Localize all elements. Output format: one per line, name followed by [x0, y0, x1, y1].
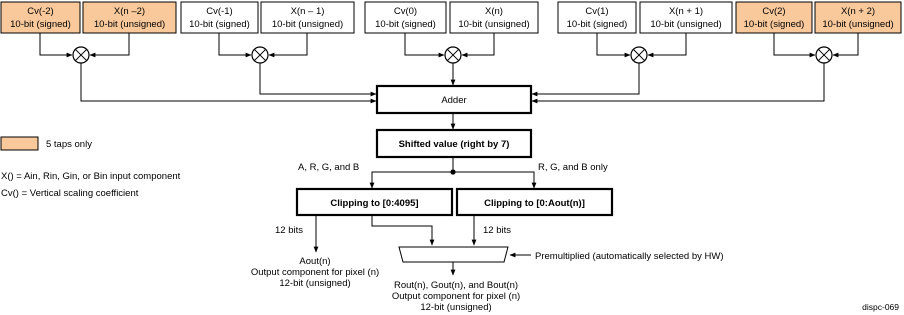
aout-format: 12-bit (unsigned)	[279, 278, 351, 289]
input-cv-plus1	[558, 2, 636, 33]
input-label: X(n + 1)	[668, 6, 704, 17]
rgbout-desc: Output component for pixel (n)	[391, 291, 521, 302]
input-sublabel: 10-bit (unsigned)	[458, 19, 530, 30]
rgbout-format: 12-bit (unsigned)	[420, 302, 492, 313]
clip-right-label: Clipping to [0:Aout(n)]	[484, 198, 585, 209]
branch-left-label: A, R, G, and B	[298, 162, 360, 173]
bits-right-label: 12 bits	[483, 225, 511, 236]
legend-swatch	[1, 137, 38, 150]
input-label: X(n + 2)	[840, 6, 876, 17]
input-cv-plus2	[736, 2, 812, 33]
input-label: Cv(0)	[393, 6, 418, 17]
multiplier-tap-minus1	[252, 47, 268, 63]
figure-id: dispc-069	[862, 302, 899, 312]
clip-left-label: Clipping to [0:4095]	[330, 198, 419, 209]
input-sublabel: 10-bit (signed)	[743, 19, 805, 30]
multiplier-tap-0	[445, 47, 461, 63]
multiplier-tap-minus2	[73, 47, 89, 63]
aout-name: Aout(n)	[299, 256, 331, 267]
input-sublabel: 10-bit (unsigned)	[271, 19, 344, 30]
multiplier-tap-plus1	[631, 47, 647, 63]
input-label: Cv(-1)	[206, 6, 233, 17]
input-cv-minus1	[181, 2, 258, 33]
legend-x-definition: X() = Ain, Rin, Gin, or Bin input component	[1, 171, 181, 182]
clip-output-wires	[316, 215, 474, 252]
bits-left-label: 12 bits	[275, 225, 303, 236]
input-x-minus1	[261, 2, 354, 33]
adder-label: Adder	[441, 95, 467, 106]
clip-right-block	[457, 189, 612, 215]
input-label: X(n –2)	[113, 6, 146, 17]
branch-wires	[372, 157, 534, 188]
input-label: X(n – 1)	[290, 6, 325, 17]
input-label: Cv(2)	[762, 6, 786, 17]
multiplier-tap-plus2	[816, 47, 832, 63]
input-sublabel: 10-bit (signed)	[10, 19, 71, 30]
aout-label	[251, 256, 379, 289]
shift-label: Shifted value (right by 7)	[398, 139, 510, 150]
branch-right-label: R, G, and B only	[538, 162, 608, 173]
input-sublabel: 10-bit (signed)	[375, 19, 436, 30]
premultiplied-mux	[399, 247, 508, 262]
legend-cv-definition: Cv() = Vertical scaling coefficient	[1, 188, 139, 199]
input-sublabel: 10-bit (unsigned)	[650, 19, 722, 30]
input-sublabel: 10-bit (unsigned)	[822, 19, 894, 30]
input-x-plus1	[640, 2, 732, 33]
input-label: Cv(-2)	[27, 6, 54, 17]
rgbout-label	[392, 280, 520, 313]
input-label: X(n)	[485, 6, 503, 17]
input-sublabel: 10-bit (signed)	[189, 19, 250, 30]
input-x-minus2	[83, 2, 176, 33]
clip-left-block	[297, 189, 452, 215]
shift-block	[377, 130, 531, 157]
legend	[1, 137, 181, 199]
input-cv-minus2	[1, 2, 80, 33]
input-x-plus2	[815, 2, 901, 33]
input-x-0	[450, 2, 538, 33]
rgbout-name: Rout(n), Gout(n), and Bout(n)	[393, 280, 519, 291]
input-label: Cv(1)	[585, 6, 609, 17]
input-sublabel: 10-bit (signed)	[566, 19, 628, 30]
input-cv-0	[365, 2, 446, 33]
input-sublabel: 10-bit (unsigned)	[93, 19, 166, 30]
aout-desc: Output component for pixel (n)	[250, 267, 380, 278]
legend-swatch-label: 5 taps only	[46, 139, 92, 150]
mux-select-label: Premultiplied (automatically selected by HW)	[535, 251, 724, 262]
adder-block	[377, 86, 531, 113]
